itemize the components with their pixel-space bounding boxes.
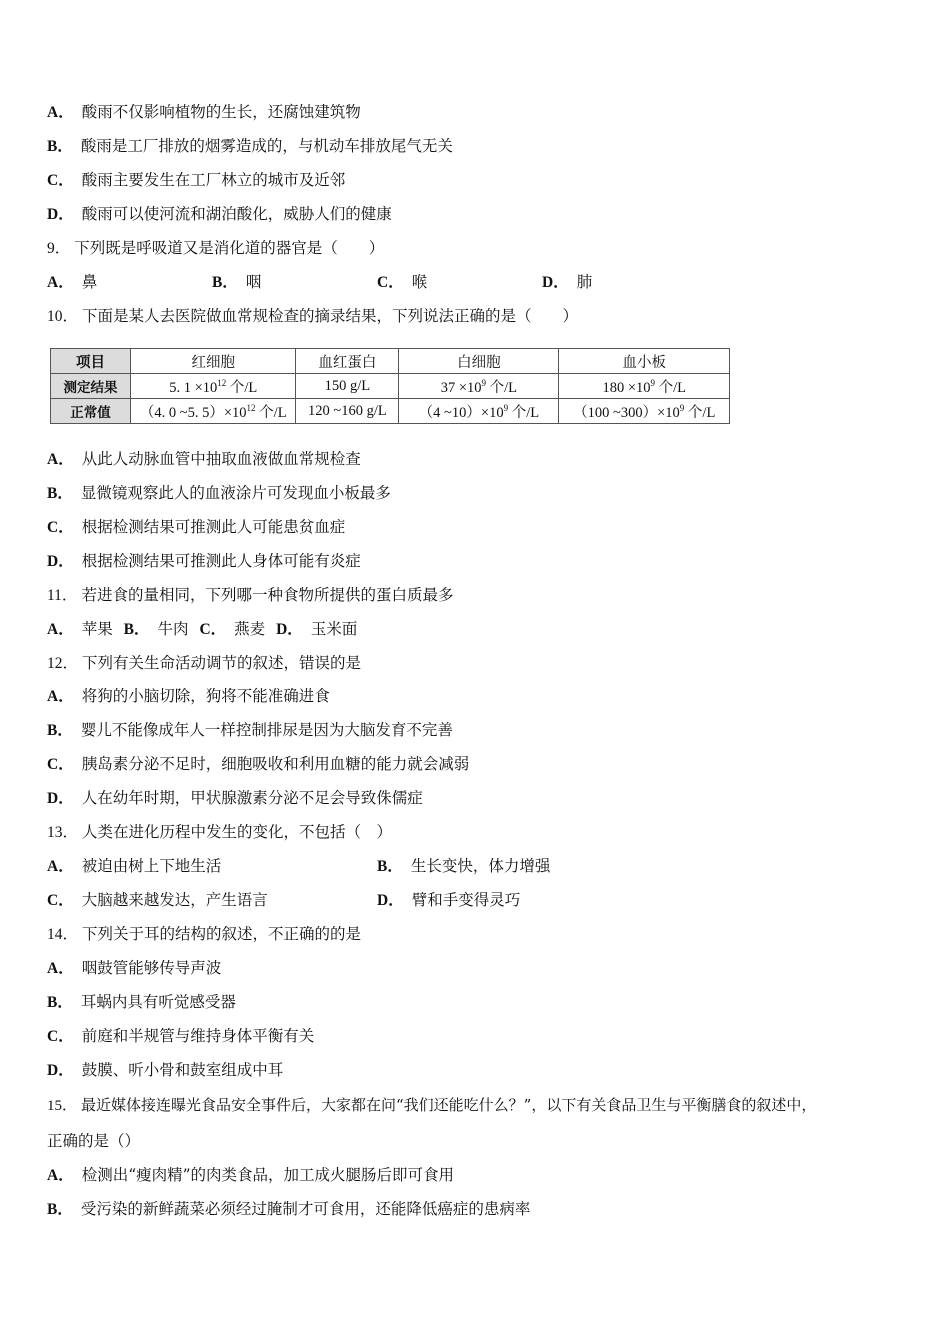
option-label: A． xyxy=(47,104,74,121)
option-text: 肺 xyxy=(576,273,593,291)
question-text: 正确的是（） xyxy=(47,1132,141,1150)
q12-option-b xyxy=(47,720,453,741)
option-text: 喉 xyxy=(411,273,428,291)
question-number: 14． xyxy=(47,926,79,943)
q9-option-d xyxy=(542,272,592,293)
option-label: D． xyxy=(377,892,404,909)
table-row-normal xyxy=(51,399,730,424)
option-label: A． xyxy=(47,451,74,468)
q14-option-a xyxy=(47,958,221,979)
option-label: D． xyxy=(47,553,74,570)
q8-option-a xyxy=(47,102,361,123)
q10-option-a xyxy=(47,449,361,470)
option-label: B． xyxy=(123,621,150,638)
q10-stem xyxy=(47,306,578,327)
option-text: 根据检测结果可推测此人身体可能有炎症 xyxy=(81,552,361,570)
q12-stem xyxy=(47,653,361,674)
q14-option-d xyxy=(47,1060,283,1081)
option-label: D． xyxy=(47,206,74,223)
option-text: 酸雨是工厂排放的烟雾造成的，与机动车排放尾气无关 xyxy=(80,137,453,155)
row-label-result: 测定结果 xyxy=(51,374,131,399)
option-label: A． xyxy=(47,274,74,291)
option-text: 大脑越来越发达，产生语言 xyxy=(81,891,268,909)
option-label: C． xyxy=(377,274,404,291)
question-number: 13． xyxy=(47,824,79,841)
normal-rbc: （4. 0 ~5. $5)\times 10^{12}$ 个/L xyxy=(131,399,296,424)
option-label: A． xyxy=(47,1167,74,1184)
question-text: 下列有关生命活动调节的叙述，错误的是 xyxy=(82,654,362,672)
q13-option-b xyxy=(377,856,550,877)
option-text: 胰岛素分泌不足时，细胞吸收和利用血糖的能力就会减弱 xyxy=(81,755,470,773)
option-label: B． xyxy=(47,722,73,739)
option-text: 耳蜗内具有听觉感受器 xyxy=(80,993,236,1011)
option-text: 将狗的小脑切除，狗将不能准确进食 xyxy=(81,687,330,705)
q14-option-c xyxy=(47,1026,314,1047)
q13-option-a xyxy=(47,856,221,877)
option-text: 鼓膜、听小骨和鼓室组成中耳 xyxy=(81,1061,284,1079)
q15-stem-line2 xyxy=(47,1131,140,1151)
option-text: 牛肉 xyxy=(157,620,189,638)
option-text: 婴儿不能像成年人一样控制排尿是因为大脑发育不完善 xyxy=(80,721,453,739)
q9-stem xyxy=(47,238,384,259)
option-label: D． xyxy=(276,621,303,638)
option-text: 根据检测结果可推测此人可能患贫血症 xyxy=(81,518,346,536)
option-label: B． xyxy=(47,1201,73,1218)
q10-option-d xyxy=(47,551,361,572)
option-label: C． xyxy=(47,1028,74,1045)
option-text: 苹果 xyxy=(81,620,113,638)
option-label: A． xyxy=(47,688,74,705)
q12-option-a xyxy=(47,686,330,707)
option-text: 从此人动脉血管中抽取血液做血常规检查 xyxy=(81,450,361,468)
option-label: C． xyxy=(47,519,74,536)
option-text: 酸雨主要发生在工厂林立的城市及近邻 xyxy=(81,171,346,189)
option-text: 被迫由树上下地生活 xyxy=(81,857,222,875)
q15-option-b xyxy=(47,1199,530,1220)
question-text: 下列既是呼吸道又是消化道的器官是（ ） xyxy=(74,239,385,257)
question-number: 11． xyxy=(47,587,78,604)
option-label: C． xyxy=(47,892,74,909)
option-text: 检测出“瘦肉精”的肉类食品，加工成火腿肠后即可食用 xyxy=(81,1166,455,1184)
option-text: 显微镜观察此人的血液涂片可发现血小板最多 xyxy=(80,484,391,502)
normal-hemoglobin: 120 ~160 g/L xyxy=(296,399,399,424)
option-label: B． xyxy=(212,274,238,291)
header-rbc: 红细胞 xyxy=(131,349,296,374)
header-wbc: 白细胞 xyxy=(399,349,559,374)
option-label: D． xyxy=(542,274,569,291)
option-label: D． xyxy=(47,1062,74,1079)
option-label: A． xyxy=(47,621,74,638)
question-text: 下面是某人去医院做血常规检查的摘录结果，下列说法正确的是（ ） xyxy=(82,307,579,325)
option-label: B． xyxy=(47,138,73,155)
q11-stem xyxy=(47,585,453,606)
question-text: 下列关于耳的结构的叙述，不正确的的是 xyxy=(82,925,362,943)
option-label: C． xyxy=(47,172,74,189)
q9-option-c xyxy=(377,272,427,293)
question-number: 12． xyxy=(47,655,79,672)
option-text: 人在幼年时期，甲状腺激素分泌不足会导致侏儒症 xyxy=(81,789,423,807)
result-hemoglobin: 150 g/L xyxy=(296,374,399,399)
q13-stem xyxy=(47,822,392,843)
option-label: C． xyxy=(199,621,227,638)
result-wbc: $37 \times 10^9$ 个/L xyxy=(399,374,559,399)
q9-option-b xyxy=(212,272,261,293)
option-label: A． xyxy=(47,960,74,977)
option-text: 受污染的新鲜蔬菜必须经过腌制才可食用，还能降低癌症的患病率 xyxy=(80,1200,531,1218)
option-text: 鼻 xyxy=(81,273,98,291)
q12-option-c xyxy=(47,754,469,775)
header-hemoglobin: 血红蛋白 xyxy=(296,349,399,374)
q13-option-c xyxy=(47,890,268,911)
option-label: A． xyxy=(47,858,74,875)
option-text: 臂和手变得灵巧 xyxy=(411,891,521,909)
row-label-normal: 正常值 xyxy=(51,399,131,424)
q8-option-d xyxy=(47,204,392,225)
result-platelet: $180 \times 10^9$ 个/L xyxy=(559,374,730,399)
normal-platelet: （100 $\sim 300)\times 10^9$ 个/L xyxy=(559,399,730,424)
q14-option-b xyxy=(47,992,236,1013)
option-text: 玉米面 xyxy=(310,620,358,638)
table-header-row xyxy=(51,349,730,374)
option-text: 生长变快，体力增强 xyxy=(410,857,551,875)
option-label: B． xyxy=(47,485,73,502)
q9-option-a xyxy=(47,272,97,293)
q8-option-c xyxy=(47,170,345,191)
question-text: 最近媒体接连曝光食品安全事件后，大家都在问“我们还能吃什么？”，以下有关食品卫生与平衡膳食的叙述中， xyxy=(81,1096,817,1114)
question-number: 9． xyxy=(47,240,71,257)
blood-test-table xyxy=(50,348,730,424)
q14-stem xyxy=(47,924,361,945)
option-label: C． xyxy=(47,756,74,773)
question-text: 若进食的量相同，下列哪一种食物所提供的蛋白质最多 xyxy=(81,586,454,604)
header-platelet: 血小板 xyxy=(559,349,730,374)
option-label: B． xyxy=(377,858,403,875)
option-text: 咽 xyxy=(245,273,262,291)
q8-option-b xyxy=(47,136,453,157)
question-text: 人类在进化历程中发生的变化，不包括（ ） xyxy=(82,823,393,841)
option-label: D． xyxy=(47,790,74,807)
q15-option-a xyxy=(47,1165,454,1186)
header-item: 项目 xyxy=(51,349,131,374)
q12-option-d xyxy=(47,788,423,809)
result-rbc: 5. $1 \times 10^{12}$ 个/L xyxy=(131,374,296,399)
option-text: 咽鼓管能够传导声波 xyxy=(81,959,222,977)
option-text: 前庭和半规管与维持身体平衡有关 xyxy=(81,1027,315,1045)
option-text: 燕麦 xyxy=(234,620,266,638)
q15-stem-line1 xyxy=(47,1095,816,1116)
q10-option-c xyxy=(47,517,345,538)
table-row-result xyxy=(51,374,730,399)
option-label: B． xyxy=(47,994,73,1011)
question-number: 15． xyxy=(47,1098,78,1114)
question-number: 10． xyxy=(47,308,79,325)
option-text: 酸雨不仅影响植物的生长，还腐蚀建筑物 xyxy=(81,103,361,121)
option-text: 酸雨可以使河流和湖泊酸化，威胁人们的健康 xyxy=(81,205,392,223)
normal-wbc: （4 $\sim 10)\times 10^9$ 个/L xyxy=(399,399,559,424)
q10-option-b xyxy=(47,483,391,504)
q11-options xyxy=(47,619,357,640)
q13-option-d xyxy=(377,890,520,911)
